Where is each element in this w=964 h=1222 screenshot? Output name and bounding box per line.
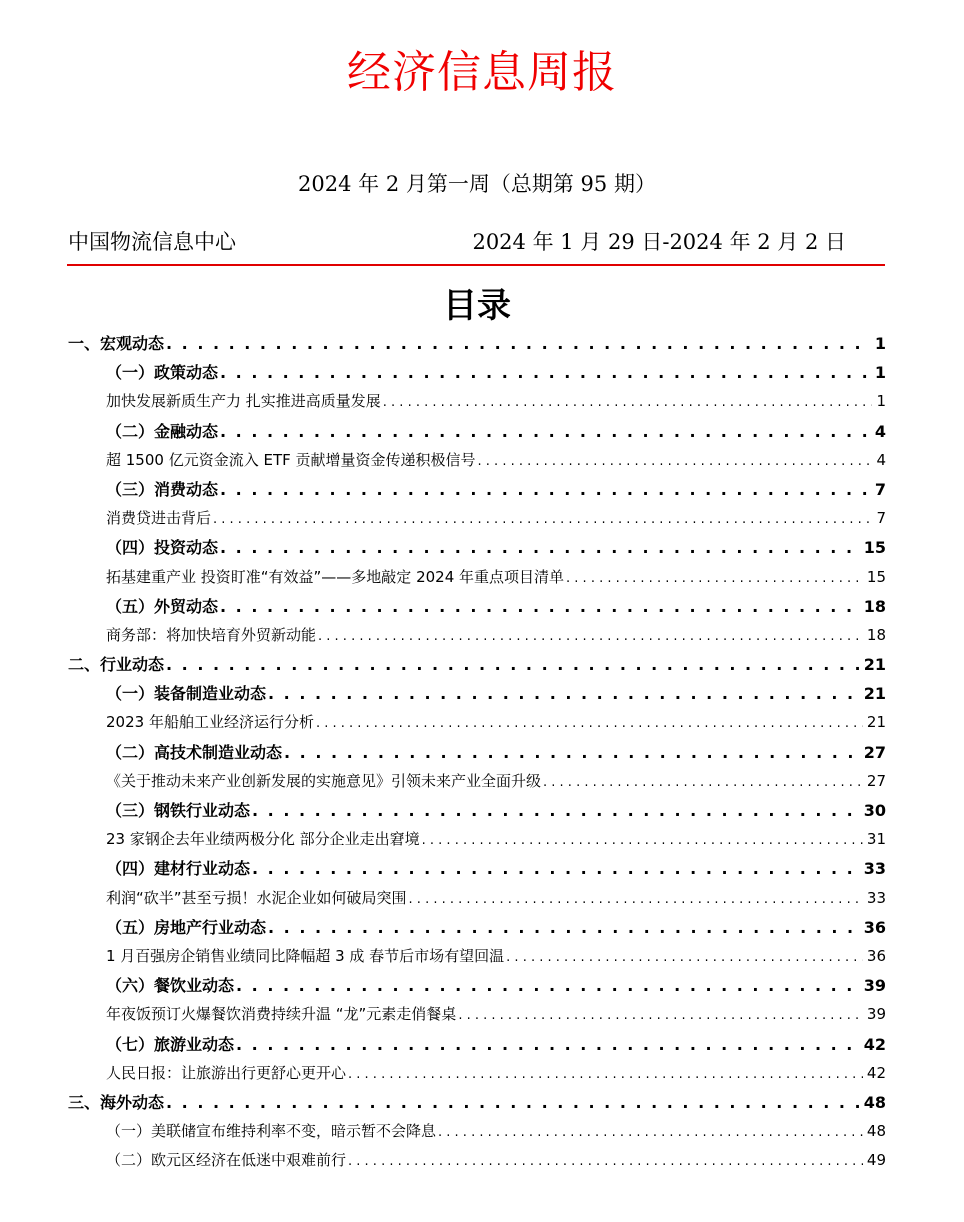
toc-dot-leader xyxy=(268,679,860,708)
toc-entry-label: （二）欧元区经济在低迷中艰难前行 xyxy=(106,1151,347,1170)
toc-entry-page: 1 xyxy=(874,363,886,383)
toc-dot-leader xyxy=(166,329,871,358)
toc-dot-leader xyxy=(458,1000,863,1030)
header-divider xyxy=(67,264,885,266)
toc-entry[interactable] xyxy=(68,1030,886,1059)
toc-dot-leader xyxy=(252,854,860,883)
toc-entry[interactable] xyxy=(68,417,886,446)
toc-entry-page: 30 xyxy=(863,801,886,820)
toc-entry[interactable] xyxy=(68,913,886,942)
toc-entry-page: 49 xyxy=(866,1151,886,1170)
toc-entry[interactable] xyxy=(68,971,886,1000)
toc-dot-leader xyxy=(166,1088,860,1117)
toc-entry[interactable] xyxy=(68,533,886,562)
toc-entry[interactable] xyxy=(68,358,886,387)
toc-entry[interactable] xyxy=(68,563,886,592)
toc-entry-label: （六）餐饮业动态 xyxy=(106,976,235,996)
toc-dot-leader xyxy=(438,1117,863,1147)
toc-dot-leader xyxy=(422,825,863,855)
toc-entry[interactable] xyxy=(68,504,886,533)
toc-entry[interactable] xyxy=(68,1146,886,1175)
toc-entry-page: 42 xyxy=(863,1034,886,1054)
toc-entry-label: （一）装备制造业动态 xyxy=(106,684,267,704)
toc-entry-label: （一）美联储宣布维持利率不变，暗示暂不会降息 xyxy=(106,1122,437,1141)
toc-entry-page: 39 xyxy=(863,976,886,996)
toc-entry-page: 39 xyxy=(866,1005,886,1024)
toc-entry[interactable] xyxy=(68,475,886,504)
toc-entry-page: 33 xyxy=(863,859,886,879)
toc-dot-leader xyxy=(236,1030,860,1059)
toc-entry[interactable] xyxy=(68,942,886,971)
toc-entry-page: 48 xyxy=(866,1122,886,1141)
toc-entry-page: 31 xyxy=(866,830,886,849)
toc-entry[interactable] xyxy=(68,1088,886,1117)
toc-entry[interactable] xyxy=(68,621,886,650)
toc-entry-page: 21 xyxy=(863,655,886,675)
toc-dot-leader xyxy=(478,446,873,476)
toc-entry-label: 拓基建重产业 投资盯准“有效益”——多地敲定 2024 年重点项目清单 xyxy=(106,567,565,586)
toc-entry-page: 15 xyxy=(866,567,886,586)
toc-entry-page: 1 xyxy=(876,392,886,411)
toc-entry-page: 48 xyxy=(863,1092,886,1112)
toc-entry[interactable] xyxy=(68,796,886,825)
toc-heading: 目录 xyxy=(443,286,511,326)
toc-dot-leader xyxy=(166,650,860,679)
toc-dot-leader xyxy=(348,1146,863,1176)
table-of-contents xyxy=(68,329,886,1175)
toc-dot-leader xyxy=(383,387,873,417)
toc-dot-leader xyxy=(348,1059,863,1089)
toc-entry-page: 4 xyxy=(876,450,886,469)
toc-entry-label: （二）金融动态 xyxy=(106,421,219,441)
toc-entry-page: 36 xyxy=(866,946,886,965)
toc-entry-label: 一、宏观动态 xyxy=(68,334,165,353)
toc-dot-leader xyxy=(543,767,863,797)
toc-dot-leader xyxy=(220,417,871,446)
toc-entry[interactable] xyxy=(68,738,886,767)
toc-entry[interactable] xyxy=(68,884,886,913)
toc-dot-leader xyxy=(316,708,863,738)
toc-entry-label: 利润“砍半”甚至亏损！水泥企业如何破局突围 xyxy=(106,888,407,907)
toc-entry-label: 三、海外动态 xyxy=(68,1092,165,1112)
toc-entry-page: 4 xyxy=(874,421,886,441)
report-title: 经济信息周报 xyxy=(347,47,617,98)
toc-entry[interactable] xyxy=(68,650,886,679)
toc-dot-leader xyxy=(220,475,871,504)
toc-entry-page: 1 xyxy=(874,334,886,353)
toc-entry-label: （四）建材行业动态 xyxy=(106,859,251,879)
toc-entry-label: 二、行业动态 xyxy=(68,655,165,675)
toc-entry-label: 消费贷进击背后 xyxy=(106,509,212,528)
toc-entry-label: （三）钢铁行业动态 xyxy=(106,801,251,820)
toc-entry-page: 27 xyxy=(863,742,886,762)
toc-dot-leader xyxy=(220,358,871,387)
toc-entry[interactable] xyxy=(68,708,886,737)
organization-name: 中国物流信息中心 xyxy=(68,230,236,254)
toc-entry[interactable] xyxy=(68,1000,886,1029)
toc-dot-leader xyxy=(566,563,863,593)
toc-entry-label: （三）消费动态 xyxy=(106,479,219,499)
toc-entry-label: 加快发展新质生产力 扎实推进高质量发展 xyxy=(106,392,381,411)
toc-entry-label: （五）房地产行业动态 xyxy=(106,917,267,937)
toc-entry-page: 18 xyxy=(863,596,886,616)
toc-entry-label: （五）外贸动态 xyxy=(106,596,219,616)
toc-entry-label: 1 月百强房企销售业绩同比降幅超 3 成 春节后市场有望回温 xyxy=(106,946,505,965)
toc-dot-leader xyxy=(252,796,860,825)
toc-entry-page: 18 xyxy=(866,625,886,644)
toc-entry-label: （七）旅游业动态 xyxy=(106,1034,235,1054)
toc-entry-page: 36 xyxy=(863,917,886,937)
toc-entry-label: （二）高技术制造业动态 xyxy=(106,742,283,762)
toc-entry-label: 23 家钢企去年业绩两极分化 部分企业走出窘境 xyxy=(106,830,420,849)
toc-entry[interactable] xyxy=(68,387,886,416)
toc-dot-leader xyxy=(284,738,860,767)
toc-entry-label: 商务部：将加快培育外贸新动能 xyxy=(106,625,317,644)
toc-dot-leader xyxy=(506,942,863,972)
toc-entry-page: 27 xyxy=(866,771,886,790)
toc-dot-leader xyxy=(213,504,872,534)
toc-entry[interactable] xyxy=(68,679,886,708)
toc-entry-label: 2023 年船舶工业经济运行分析 xyxy=(106,713,314,732)
toc-entry[interactable] xyxy=(68,825,886,854)
toc-entry-label: 《关于推动未来产业创新发展的实施意见》引领未来产业全面升级 xyxy=(106,771,542,790)
toc-entry[interactable] xyxy=(68,329,886,358)
toc-entry[interactable] xyxy=(68,1117,886,1146)
toc-entry[interactable] xyxy=(68,854,886,883)
issue-line: 2024 年 2 月第一周（总期第 95 期） xyxy=(298,172,656,196)
toc-entry-page: 42 xyxy=(866,1063,886,1082)
toc-dot-leader xyxy=(220,533,860,562)
date-range: 2024 年 1 月 29 日-2024 年 2 月 2 日 xyxy=(472,230,846,254)
toc-entry-label: （一）政策动态 xyxy=(106,363,219,383)
toc-entry[interactable] xyxy=(68,446,886,475)
toc-dot-leader xyxy=(236,971,860,1000)
toc-entry-label: 超 1500 亿元资金流入 ETF 贡献增量资金传递积极信号 xyxy=(106,450,476,469)
toc-entry[interactable] xyxy=(68,592,886,621)
toc-dot-leader xyxy=(220,592,860,621)
toc-dot-leader xyxy=(409,884,863,914)
toc-entry-page: 7 xyxy=(874,479,886,499)
toc-entry-page: 21 xyxy=(866,713,886,732)
toc-entry-page: 21 xyxy=(863,684,886,704)
toc-entry-label: 人民日报：让旅游出行更舒心更开心 xyxy=(106,1063,347,1082)
toc-dot-leader xyxy=(318,621,863,651)
toc-dot-leader xyxy=(268,913,860,942)
toc-entry-page: 7 xyxy=(876,509,886,528)
toc-entry-page: 33 xyxy=(866,888,886,907)
toc-entry[interactable] xyxy=(68,767,886,796)
toc-entry-page: 15 xyxy=(863,538,886,558)
toc-entry[interactable] xyxy=(68,1059,886,1088)
toc-entry-label: 年夜饭预订火爆餐饮消费持续升温 “龙”元素走俏餐桌 xyxy=(106,1005,457,1024)
toc-entry-label: （四）投资动态 xyxy=(106,538,219,558)
